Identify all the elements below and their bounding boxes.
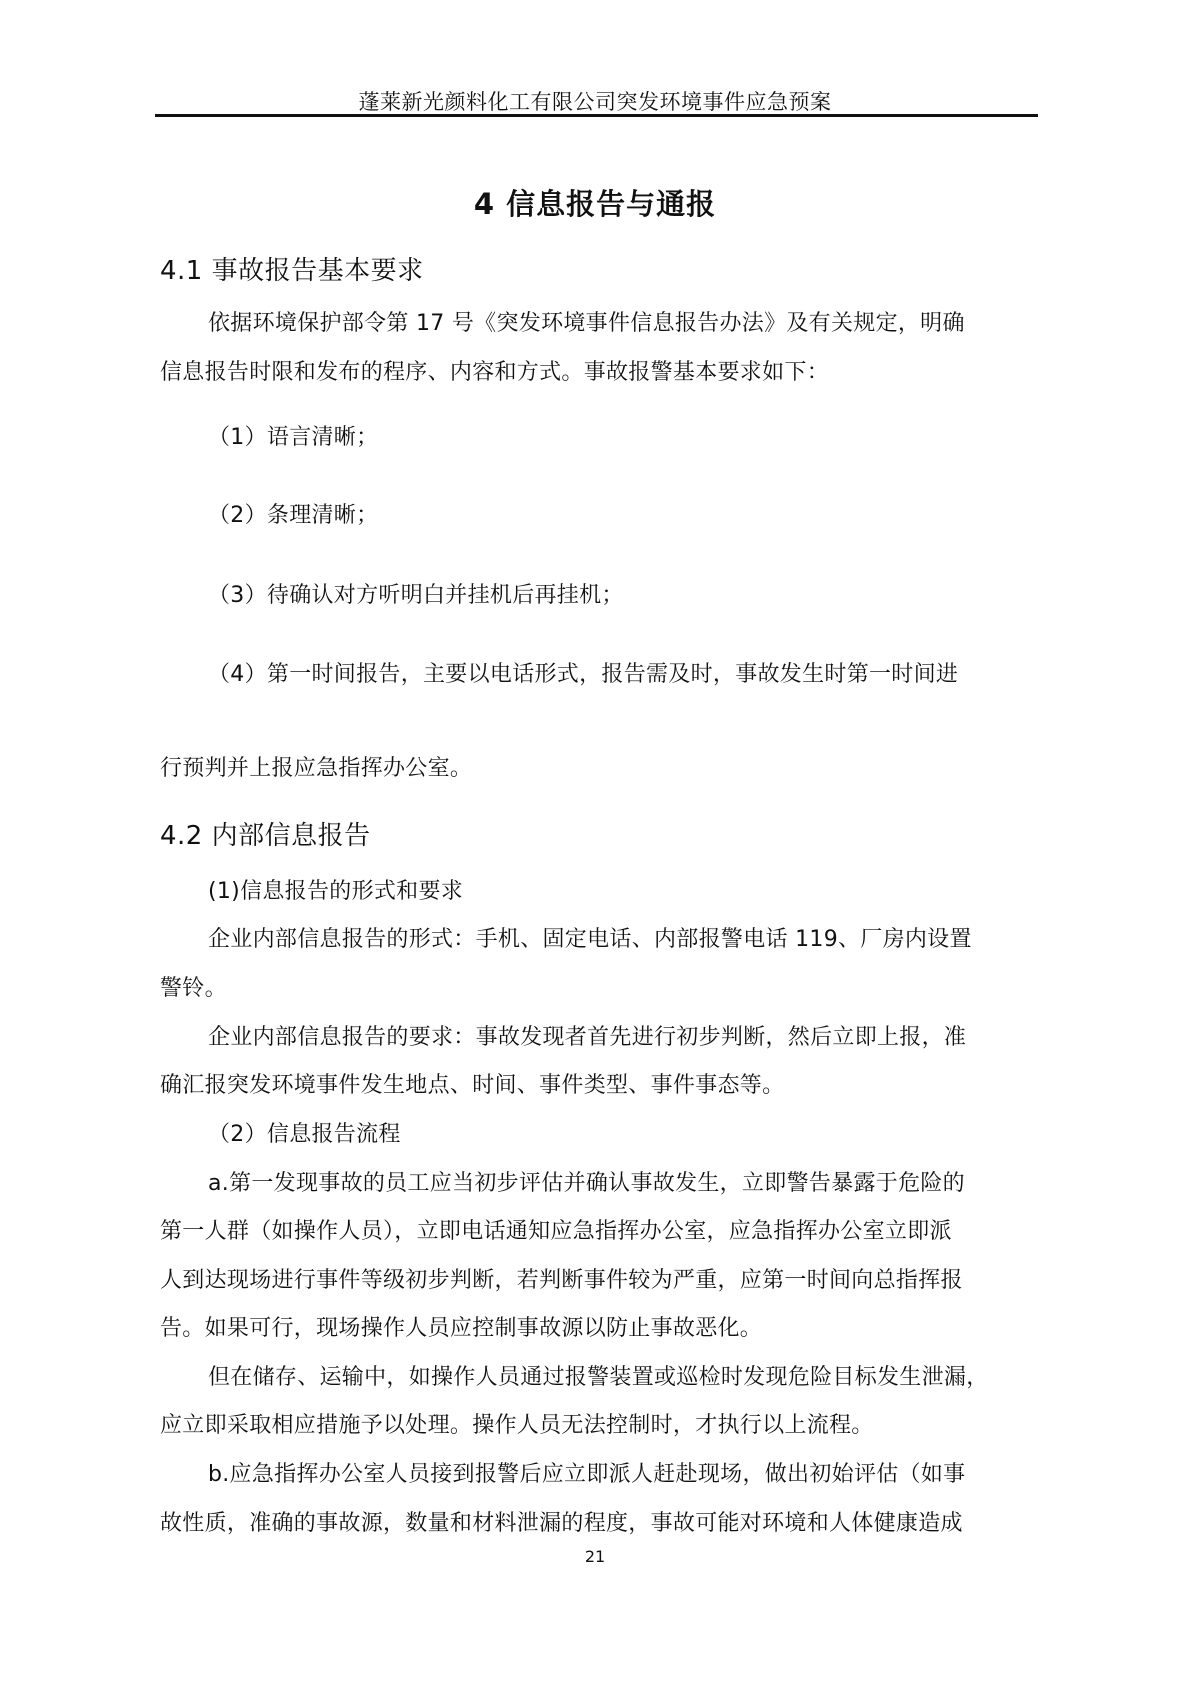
paragraph-line: 信息报告时限和发布的程序、内容和方式。事故报警基本要求如下： — [160, 360, 830, 385]
paragraph-line: 企业内部信息报告的要求：事故发现者首先进行初步判断，然后立即上报，准 — [208, 1025, 967, 1050]
section-heading-4-2: 4.2 内部信息报告 — [160, 821, 371, 851]
paragraph-line: 依据环境保护部令第 17 号《突发环境事件信息报告办法》及有关规定，明确 — [208, 311, 965, 336]
paragraph-line: 确汇报突发环境事件发生地点、时间、事件类型、事件事态等。 — [160, 1073, 785, 1098]
paragraph-line: a.第一发现事故的员工应当初步评估并确认事故发生，立即警告暴露于危险的 — [208, 1171, 965, 1196]
paragraph-line: 警铃。 — [160, 976, 227, 1001]
list-item: （3）待确认对方听明白并挂机后再挂机； — [208, 583, 624, 608]
paragraph-line: 第一人群（如操作人员），立即电话通知应急指挥办公室，应急指挥办公室立即派 — [160, 1219, 952, 1244]
subsection-title: (1)信息报告的形式和要求 — [208, 879, 464, 904]
paragraph-line: b.应急指挥办公室人员接到报警后应立即派人赶赴现场，做出初始评估（如事 — [208, 1462, 966, 1487]
header-rule — [155, 114, 1038, 117]
subsection-title: （2）信息报告流程 — [208, 1122, 401, 1147]
paragraph-line: 人到达现场进行事件等级初步判断，若判断事件较为严重，应第一时间向总指挥报 — [160, 1268, 963, 1293]
paragraph-line: 但在储存、运输中，如操作人员通过报警装置或巡检时发现危险目标发生泄漏， — [208, 1365, 989, 1390]
list-item: （4）第一时间报告，主要以电话形式，报告需及时，事故发生时第一时间进 — [208, 662, 959, 687]
page-number: 21 — [584, 1547, 606, 1566]
paragraph-line: 企业内部信息报告的形式：手机、固定电话、内部报警电话 119、厂房内设置 — [208, 927, 972, 952]
list-item: （1）语言清晰； — [208, 425, 379, 450]
paragraph-line: 应立即采取相应措施予以处理。操作人员无法控制时，才执行以上流程。 — [160, 1413, 874, 1438]
list-item-continuation: 行预判并上报应急指挥办公室。 — [160, 756, 473, 781]
paragraph-line: 告。如果可行，现场操作人员应控制事故源以防止事故恶化。 — [160, 1316, 763, 1341]
chapter-title: 4 信息报告与通报 — [473, 187, 717, 221]
paragraph-line: 故性质，准确的事故源，数量和材料泄漏的程度，事故可能对环境和人体健康造成 — [160, 1511, 963, 1536]
section-heading-4-1: 4.1 事故报告基本要求 — [160, 256, 424, 286]
header-title: 蓬莱新光颜料化工有限公司突发环境事件应急预案 — [358, 90, 832, 114]
list-item: （2）条理清晰； — [208, 503, 379, 528]
